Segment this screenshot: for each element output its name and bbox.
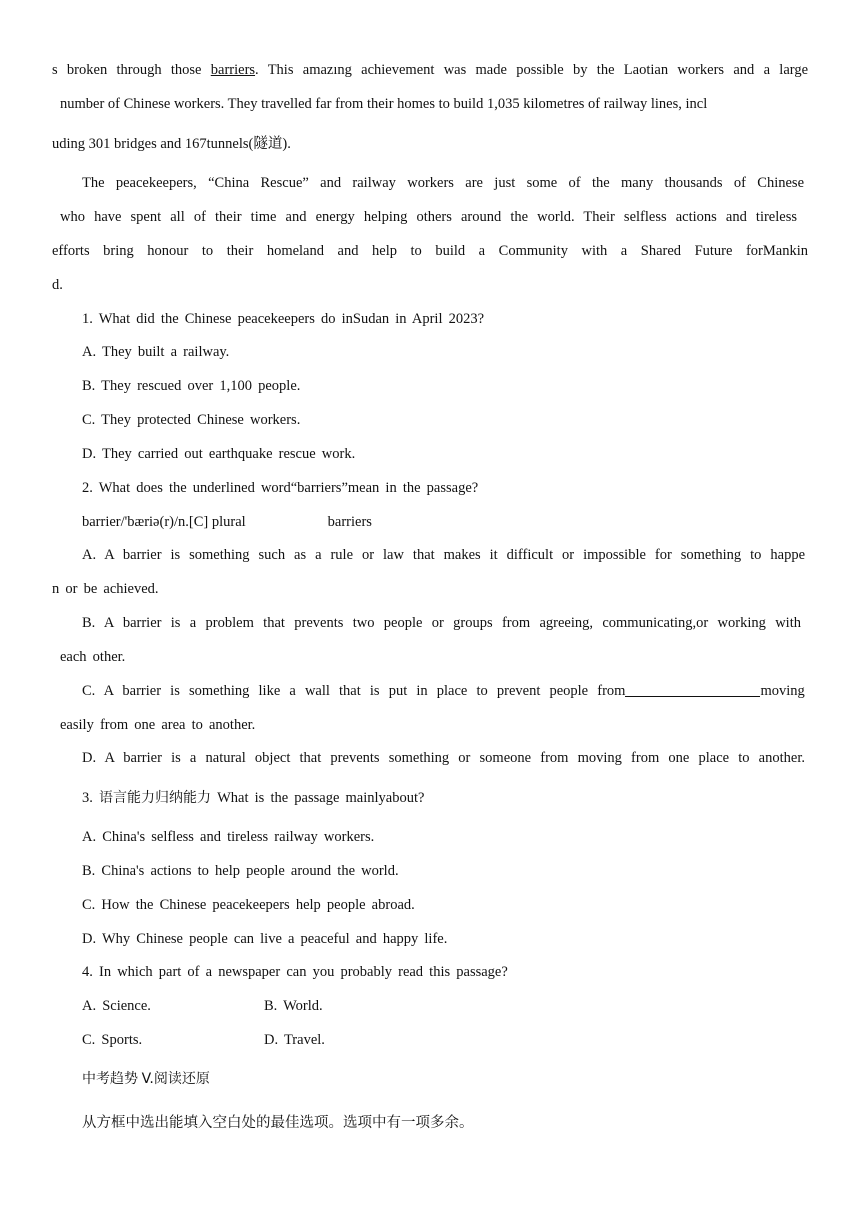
passage-text: s broken through those — [52, 62, 211, 78]
q2-option-c-cont: easily from one area to another. — [60, 717, 256, 733]
q1-option-d: D. They carried out earthquake rescue work. — [82, 446, 356, 462]
passage-line: The peacekeepers, “China Rescue” and railway workers are just some of the many thousands of Chinese — [82, 175, 804, 191]
passage-line: uding 301 bridges and 167tunnels(隧道). — [52, 136, 291, 152]
dictionary-headword: barrier/'bæriə(r)/n.[C] plural — [82, 514, 246, 530]
dictionary-entry — [82, 513, 372, 531]
passage-text: . This amazıng achievement was made possible by the Laotian workers and a large — [255, 62, 809, 78]
passage-line — [52, 61, 808, 79]
passage-line: who have spent all of their time and energy helping others around the world. Their selfless actions and tireless — [60, 209, 797, 225]
q3-option-d: D. Why Chinese people can live a peaceful and happy life. — [82, 931, 448, 947]
q3-option-c: C. How the Chinese peacekeepers help people abroad. — [82, 897, 415, 913]
passage-line: efforts bring honour to their homeland and help to build a Community with a Shared Future forMankin — [52, 243, 808, 259]
q1-option-a: A. They built a railway. — [82, 344, 230, 360]
ability-tag: 语言能力归纳能力 — [99, 790, 211, 806]
question-number: 3. — [82, 790, 93, 806]
q2-option-a: A. A barrier is something such as a rule or law that makes it difficult or impossible for something to happe — [82, 547, 805, 563]
q2-option-b: B. A barrier is a problem that prevents two people or groups from agreeing, communicating,or working with — [82, 615, 801, 631]
q1-option-c: C. They protected Chinese workers. — [82, 412, 301, 428]
q4-option-b: B. World. — [264, 998, 323, 1014]
passage-line: d. — [52, 277, 63, 293]
q1-option-b: B. They rescued over 1,100 people. — [82, 378, 301, 394]
passage-line: number of Chinese workers. They travelled far from their homes to build 1,035 kilometres of railway lines, incl — [60, 96, 708, 112]
question-1: 1. What did the Chinese peacekeepers do inSudan in April 2023? — [82, 311, 485, 327]
underlined-word: barriers — [210, 62, 256, 78]
q4-option-d: D. Travel. — [264, 1032, 325, 1048]
option-text: C. A barrier is something like a wall that is put in place to prevent people from — [82, 683, 626, 699]
question-text: What is the passage mainlyabout? — [217, 790, 425, 806]
option-text: moving — [760, 683, 805, 699]
question-2: 2. What does the underlined word“barriers”mean in the passage? — [82, 480, 479, 496]
q2-option-b-cont: each other. — [60, 649, 126, 665]
q2-option-c — [82, 682, 804, 700]
section-instruction: 从方框中选出能填入空白处的最佳选项。选项中有一项多余。 — [82, 1115, 474, 1131]
question-3 — [82, 789, 424, 807]
q4-option-a: A. Science. — [82, 998, 151, 1014]
section-heading — [82, 1070, 210, 1088]
q3-option-a: A. China's selfless and tireless railway workers. — [82, 829, 375, 845]
question-4: 4. In which part of a newspaper can you probably read this passage? — [82, 964, 508, 980]
section-title: V.阅读还原 — [141, 1071, 210, 1087]
dictionary-plural: barriers — [327, 514, 372, 530]
answer-blank — [625, 682, 760, 697]
q3-option-b: B. China's actions to help people around the world. — [82, 863, 399, 879]
section-tag: 中考趋势 — [82, 1071, 138, 1087]
q2-option-a-cont: n or be achieved. — [52, 581, 159, 597]
q4-option-c: C. Sports. — [82, 1032, 143, 1048]
q2-option-d: D. A barrier is a natural object that prevents something or someone from moving from one place to another. — [82, 750, 805, 766]
